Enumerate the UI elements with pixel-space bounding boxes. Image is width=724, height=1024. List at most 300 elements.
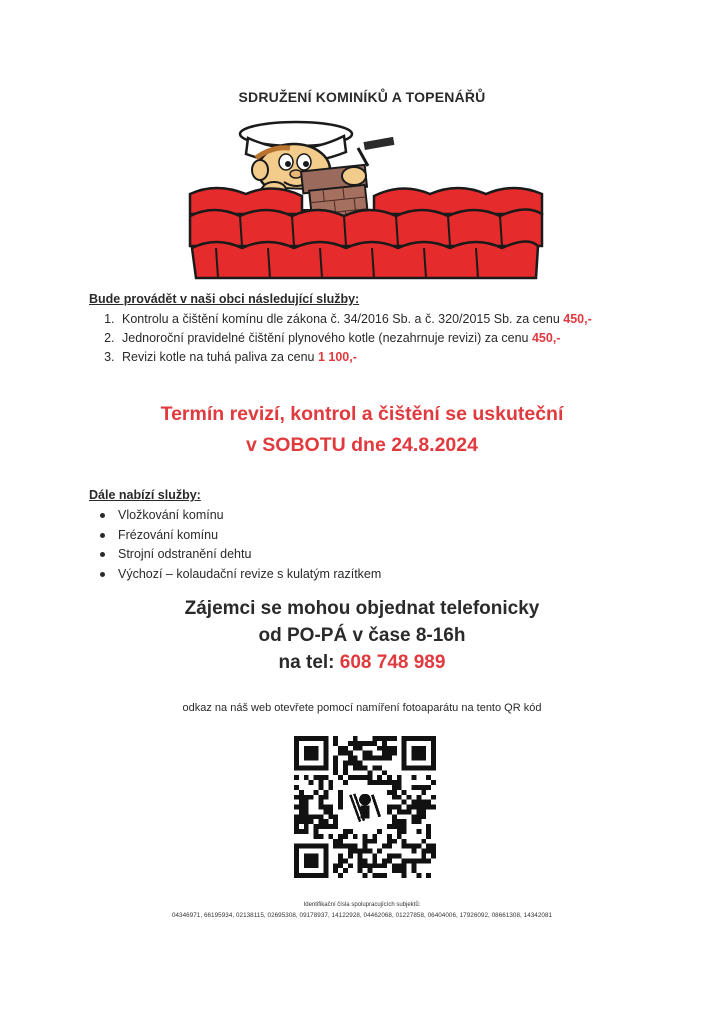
qr-module xyxy=(338,805,343,810)
qr-module xyxy=(299,819,304,824)
extra-services-section xyxy=(89,488,381,584)
qr-module xyxy=(431,805,436,810)
qr-module xyxy=(412,814,417,819)
qr-module xyxy=(377,849,382,854)
qr-module xyxy=(343,760,348,765)
qr-module xyxy=(358,765,363,770)
qr-module xyxy=(431,795,436,800)
qr-module xyxy=(328,785,333,790)
qr-module xyxy=(397,805,402,810)
qr-module xyxy=(358,775,363,780)
qr-module xyxy=(338,834,343,839)
qr-module xyxy=(426,834,431,839)
qr-module xyxy=(377,863,382,868)
qr-module xyxy=(426,849,431,854)
qr-module xyxy=(402,824,407,829)
qr-module xyxy=(421,839,426,844)
qr-module xyxy=(392,819,397,824)
qr-module xyxy=(387,756,392,761)
qr-module xyxy=(333,863,338,868)
qr-module xyxy=(392,814,397,819)
qr-module xyxy=(338,800,343,805)
qr-module xyxy=(377,765,382,770)
qr-module xyxy=(338,746,343,751)
announcement xyxy=(0,399,724,461)
qr-module xyxy=(412,819,417,824)
qr-module xyxy=(372,834,377,839)
qr-module xyxy=(416,800,421,805)
qr-module xyxy=(412,863,417,868)
qr-module xyxy=(402,858,407,863)
qr-module xyxy=(367,863,372,868)
qr-logo-chimney-sweep-icon xyxy=(348,790,382,824)
qr-module xyxy=(407,795,412,800)
qr-module xyxy=(328,805,333,810)
qr-module xyxy=(343,829,348,834)
qr-module xyxy=(392,746,397,751)
qr-module xyxy=(367,741,372,746)
qr-module xyxy=(372,858,377,863)
qr-module xyxy=(338,873,343,878)
qr-module xyxy=(363,849,368,854)
qr-module xyxy=(333,765,338,770)
price: 450,- xyxy=(531,331,561,345)
qr-module xyxy=(353,775,358,780)
qr-module xyxy=(323,790,328,795)
qr-module xyxy=(387,854,392,859)
qr-module xyxy=(333,868,338,873)
qr-module xyxy=(377,736,382,741)
qr-module xyxy=(348,756,353,761)
qr-module xyxy=(358,849,363,854)
qr-module xyxy=(426,805,431,810)
qr-module xyxy=(387,809,392,814)
services-section xyxy=(89,292,592,367)
qr-module xyxy=(421,854,426,859)
chimney-sweep-illustration xyxy=(186,118,546,286)
qr-module xyxy=(294,775,299,780)
qr-module xyxy=(426,829,431,834)
qr-module xyxy=(358,858,363,863)
qr-module xyxy=(407,858,412,863)
qr-module xyxy=(328,824,333,829)
qr-module xyxy=(421,805,426,810)
qr-module xyxy=(363,741,368,746)
qr-module xyxy=(294,785,299,790)
qr-module xyxy=(304,819,309,824)
qr-module xyxy=(338,751,343,756)
qr-module xyxy=(367,775,372,780)
extra-services-heading: Dále nabízí služby: xyxy=(89,488,201,502)
qr-module xyxy=(397,854,402,859)
qr-module xyxy=(382,751,387,756)
qr-module xyxy=(421,800,426,805)
qr-module xyxy=(402,809,407,814)
qr-module xyxy=(372,839,377,844)
qr-module xyxy=(328,814,333,819)
contact-line3: na tel: 608 748 989 xyxy=(278,652,446,673)
qr-module xyxy=(314,834,319,839)
qr-module xyxy=(304,775,309,780)
qr-module xyxy=(421,858,426,863)
qr-module xyxy=(363,844,368,849)
qr-module xyxy=(426,800,431,805)
footer-ids-label: Identifikační čísla spolupracujících subjektů: xyxy=(303,902,421,908)
qr-module xyxy=(431,780,436,785)
qr-module xyxy=(397,809,402,814)
qr-module xyxy=(382,746,387,751)
qr-module xyxy=(392,868,397,873)
qr-module xyxy=(363,839,368,844)
qr-module xyxy=(323,795,328,800)
qr-module xyxy=(294,829,299,834)
qr-module xyxy=(333,824,338,829)
price: 450,- xyxy=(563,312,592,326)
qr-module xyxy=(416,814,421,819)
qr-module xyxy=(343,844,348,849)
qr-module xyxy=(407,809,412,814)
qr-finder-top-right xyxy=(402,736,436,770)
qr-module xyxy=(412,868,417,873)
qr-module xyxy=(421,814,426,819)
qr-module xyxy=(367,849,372,854)
qr-module xyxy=(402,790,407,795)
qr-module xyxy=(397,795,402,800)
qr-module xyxy=(318,795,323,800)
qr-module xyxy=(314,829,319,834)
qr-module xyxy=(416,795,421,800)
qr-module xyxy=(372,863,377,868)
qr-module xyxy=(407,805,412,810)
qr-module xyxy=(402,800,407,805)
qr-module xyxy=(333,844,338,849)
qr-module xyxy=(367,868,372,873)
sweep-ear xyxy=(252,160,268,180)
qr-module xyxy=(294,795,299,800)
qr-module xyxy=(387,824,392,829)
qr-module xyxy=(387,780,392,785)
qr-module xyxy=(367,839,372,844)
qr-module xyxy=(358,863,363,868)
qr-module xyxy=(397,868,402,873)
qr-module xyxy=(363,863,368,868)
qr-module xyxy=(426,873,431,878)
qr-module xyxy=(343,868,348,873)
announcement-line1: Termín revizí, kontrol a čištění se uskuteční xyxy=(160,403,564,425)
qr-module xyxy=(377,829,382,834)
qr-module xyxy=(431,854,436,859)
qr-module xyxy=(338,795,343,800)
qr-finder-top-left xyxy=(294,736,328,770)
list-item: Frézování komínu xyxy=(118,526,381,546)
qr-module xyxy=(387,834,392,839)
qr-module xyxy=(328,834,333,839)
qr-module xyxy=(416,805,421,810)
qr-module xyxy=(382,858,387,863)
qr-module xyxy=(382,863,387,868)
qr-note: odkaz na náš web otevřete pomocí namíření fotoaparátu na tento QR kód xyxy=(182,702,542,714)
qr-module xyxy=(363,775,368,780)
qr-module xyxy=(382,780,387,785)
qr-module xyxy=(372,736,377,741)
qr-module xyxy=(416,809,421,814)
qr-module xyxy=(426,785,431,790)
qr-module xyxy=(358,741,363,746)
qr-module xyxy=(412,849,417,854)
qr-module xyxy=(358,746,363,751)
qr-module xyxy=(382,873,387,878)
qr-module xyxy=(431,844,436,849)
qr-module xyxy=(402,844,407,849)
qr-module xyxy=(323,824,328,829)
qr-module xyxy=(382,756,387,761)
qr-module xyxy=(299,800,304,805)
contact-line1: Zájemci se mohou objednat telefonicky xyxy=(184,598,540,619)
list-item: 3. Revizi kotle na tuhá paliva za cenu 1 100,- xyxy=(118,348,592,367)
qr-module xyxy=(353,756,358,761)
qr-module xyxy=(314,814,319,819)
qr-module xyxy=(397,780,402,785)
qr-module xyxy=(353,765,358,770)
qr-module xyxy=(358,760,363,765)
qr-module xyxy=(421,849,426,854)
qr-module xyxy=(387,805,392,810)
services-heading: Bude provádět v naši obci následující služby: xyxy=(89,292,360,306)
qr-module xyxy=(348,849,353,854)
qr-module xyxy=(299,805,304,810)
qr-module xyxy=(426,824,431,829)
qr-module xyxy=(377,873,382,878)
qr-module xyxy=(294,814,299,819)
qr-module xyxy=(382,844,387,849)
qr-module xyxy=(392,785,397,790)
contact-block xyxy=(0,595,724,676)
qr-module xyxy=(353,760,358,765)
qr-module xyxy=(377,756,382,761)
qr-module xyxy=(338,854,343,859)
qr-module xyxy=(333,770,338,775)
list-item: 2. Jednoroční pravidelné čištění plynového kotle (nezahrnuje revizi) za cenu 450,- xyxy=(118,329,592,348)
qr-module xyxy=(299,814,304,819)
qr-module xyxy=(304,805,309,810)
qr-module xyxy=(363,873,368,878)
qr-module xyxy=(304,824,309,829)
qr-module xyxy=(392,863,397,868)
qr-module xyxy=(372,741,377,746)
qr-module xyxy=(318,785,323,790)
qr-module xyxy=(412,844,417,849)
qr-module xyxy=(397,863,402,868)
qr-module xyxy=(387,839,392,844)
qr-module xyxy=(397,775,402,780)
qr-module xyxy=(318,780,323,785)
qr-module xyxy=(382,741,387,746)
qr-module xyxy=(382,770,387,775)
qr-module xyxy=(348,760,353,765)
qr-module xyxy=(402,839,407,844)
qr-module xyxy=(299,795,304,800)
qr-module xyxy=(304,800,309,805)
list-item: Vložkování komínu xyxy=(118,506,381,526)
qr-module xyxy=(333,736,338,741)
qr-module xyxy=(328,809,333,814)
qr-module xyxy=(363,834,368,839)
qr-module xyxy=(348,741,353,746)
qr-module xyxy=(343,746,348,751)
qr-module xyxy=(392,839,397,844)
qr-module xyxy=(343,770,348,775)
extra-services-list xyxy=(89,506,381,584)
qr-module xyxy=(421,785,426,790)
qr-module xyxy=(392,795,397,800)
qr-module xyxy=(318,814,323,819)
qr-module xyxy=(416,873,421,878)
services-list xyxy=(89,310,592,367)
qr-module xyxy=(323,809,328,814)
qr-module xyxy=(382,736,387,741)
qr-module xyxy=(397,834,402,839)
qr-module xyxy=(377,746,382,751)
qr-module xyxy=(309,819,314,824)
qr-module xyxy=(392,736,397,741)
qr-module xyxy=(343,834,348,839)
qr-module xyxy=(299,790,304,795)
qr-module xyxy=(367,780,372,785)
qr-module xyxy=(372,780,377,785)
qr-module xyxy=(309,814,314,819)
qr-module xyxy=(372,765,377,770)
qr-module xyxy=(318,800,323,805)
qr-module xyxy=(348,863,353,868)
qr-module xyxy=(309,780,314,785)
qr-module xyxy=(343,858,348,863)
qr-module xyxy=(318,805,323,810)
qr-module xyxy=(402,819,407,824)
qr-module xyxy=(392,854,397,859)
qr-module xyxy=(304,795,309,800)
qr-module xyxy=(387,858,392,863)
price: 1 100,- xyxy=(317,350,357,364)
qr-module xyxy=(353,746,358,751)
qr-module xyxy=(318,834,323,839)
qr-module xyxy=(397,829,402,834)
qr-finder-bottom-left xyxy=(294,844,328,878)
qr-module xyxy=(323,775,328,780)
qr-module xyxy=(397,819,402,824)
footer-ids: 04346971, 66195934, 02138115, 02695308, 09178937, 14122928, 04462068, 01227858, 06404006, 17926092, 08661308, 14342081 xyxy=(171,912,553,919)
qr-module xyxy=(353,849,358,854)
qr-module xyxy=(304,829,309,834)
qr-module xyxy=(416,829,421,834)
qr-module xyxy=(372,756,377,761)
qr-module xyxy=(318,775,323,780)
qr-module xyxy=(309,795,314,800)
qr-module xyxy=(353,844,358,849)
qr-module xyxy=(416,844,421,849)
qr-module xyxy=(333,756,338,761)
qr-module xyxy=(348,775,353,780)
qr-module xyxy=(338,863,343,868)
qr-module xyxy=(367,751,372,756)
qr-module xyxy=(353,741,358,746)
phone-number[interactable]: 608 748 989 xyxy=(339,652,446,673)
qr-module xyxy=(338,775,343,780)
qr-module xyxy=(387,790,392,795)
qr-module xyxy=(412,858,417,863)
qr-module xyxy=(392,790,397,795)
qr-module xyxy=(402,873,407,878)
qr-module xyxy=(402,868,407,873)
qr-module xyxy=(407,844,412,849)
qr-module xyxy=(397,785,402,790)
qr-module xyxy=(367,770,372,775)
qr-module xyxy=(358,868,363,873)
qr-module xyxy=(299,829,304,834)
qr-module xyxy=(323,819,328,824)
qr-module xyxy=(363,858,368,863)
qr-module xyxy=(377,780,382,785)
qr-module xyxy=(314,824,319,829)
qr-module xyxy=(416,858,421,863)
list-item: Strojní odstranění dehtu xyxy=(118,545,381,565)
qr-module xyxy=(392,780,397,785)
qr-module xyxy=(338,858,343,863)
qr-module xyxy=(392,751,397,756)
qr-module xyxy=(338,790,343,795)
page-title: SDRUŽENÍ KOMINÍKŮ A TOPENÁŘŮ xyxy=(238,89,486,105)
qr-module xyxy=(323,805,328,810)
qr-module xyxy=(387,751,392,756)
qr-module xyxy=(363,751,368,756)
qr-module xyxy=(412,775,417,780)
qr-module xyxy=(318,819,323,824)
qr-module xyxy=(348,829,353,834)
qr-module xyxy=(338,844,343,849)
qr-module xyxy=(367,756,372,761)
qr-module xyxy=(343,751,348,756)
qr-module xyxy=(392,805,397,810)
qr-module xyxy=(314,775,319,780)
qr-module xyxy=(387,746,392,751)
qr-module xyxy=(328,780,333,785)
qr-module xyxy=(333,814,338,819)
qr-module xyxy=(333,839,338,844)
qr-module xyxy=(363,756,368,761)
qr-module xyxy=(333,819,338,824)
qr-module xyxy=(348,751,353,756)
qr-code[interactable] xyxy=(294,736,436,878)
qr-module xyxy=(314,790,319,795)
qr-module xyxy=(412,800,417,805)
qr-module xyxy=(397,824,402,829)
qr-module xyxy=(426,858,431,863)
qr-module xyxy=(431,849,436,854)
qr-module xyxy=(338,839,343,844)
qr-module xyxy=(348,844,353,849)
qr-module xyxy=(304,809,309,814)
qr-module xyxy=(392,824,397,829)
qr-module xyxy=(412,785,417,790)
contact-line2: od PO-PÁ v čase 8-16h xyxy=(258,625,466,646)
qr-module xyxy=(372,873,377,878)
qr-module xyxy=(358,854,363,859)
qr-module xyxy=(402,863,407,868)
qr-module xyxy=(416,785,421,790)
qr-module xyxy=(348,854,353,859)
qr-module xyxy=(333,760,338,765)
qr-module xyxy=(387,775,392,780)
qr-module xyxy=(377,775,382,780)
